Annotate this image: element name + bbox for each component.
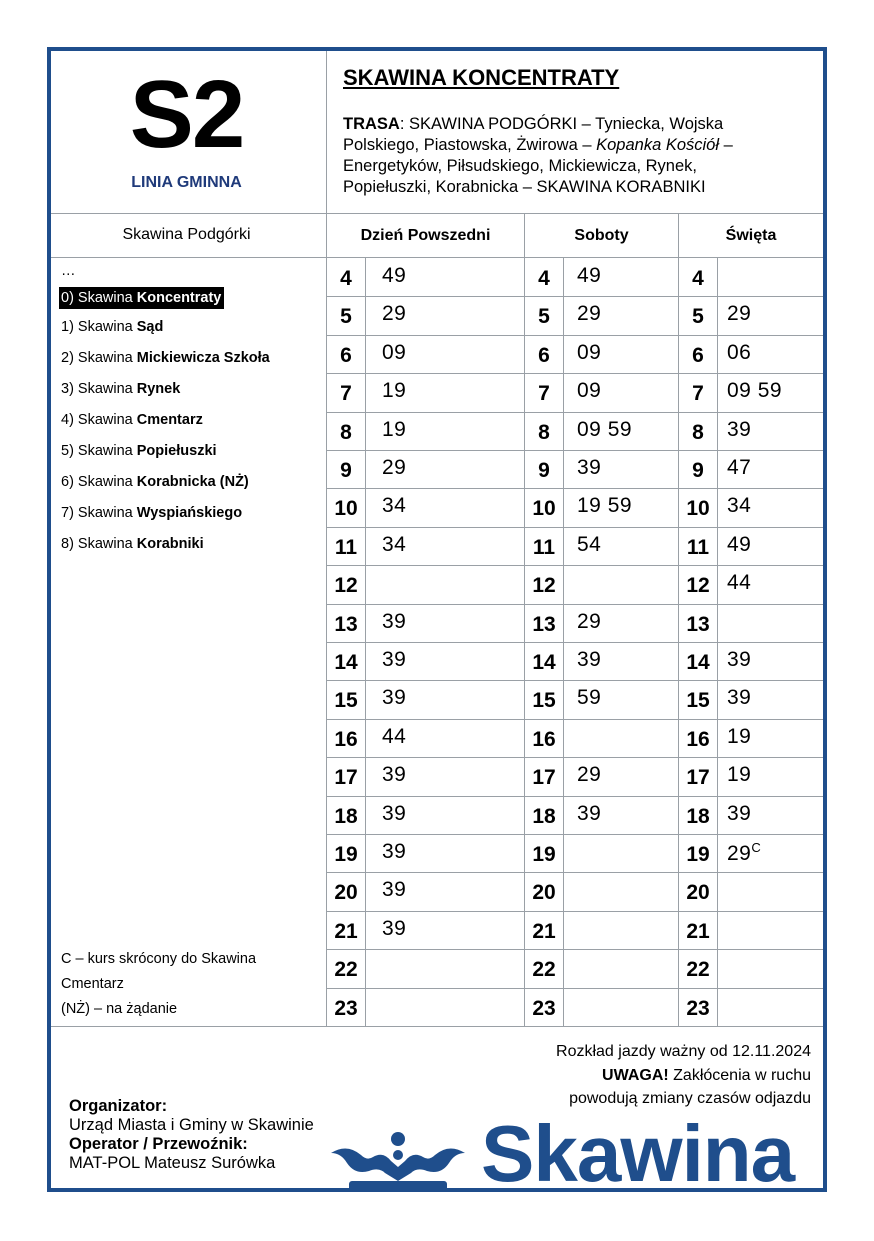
weekday-minutes — [382, 533, 406, 557]
minute-values: 44 — [382, 724, 407, 748]
saturday-hour: 18 — [532, 804, 556, 828]
stop-prefix: 1) Skawina — [61, 319, 137, 335]
line-type: LINIA GMINNA — [131, 174, 242, 191]
row-divider — [327, 988, 823, 989]
stop-name: Sąd — [136, 319, 164, 335]
row-divider — [327, 604, 823, 605]
minute-values: 09 59 — [577, 417, 633, 441]
row-divider — [327, 796, 823, 797]
minute-values: 09 — [382, 340, 407, 364]
weekday-minutes — [382, 264, 406, 288]
minute-values: 39 — [727, 417, 752, 441]
holiday-minutes — [727, 456, 751, 480]
weekday-minutes — [382, 878, 406, 902]
saturday-hour: 10 — [532, 497, 556, 521]
organizer-label: Organizator: — [69, 1097, 168, 1115]
holiday-minutes — [727, 725, 751, 749]
row-divider — [327, 642, 823, 643]
weekday-hour: 17 — [334, 766, 358, 790]
weekday-hour: 7 — [340, 382, 352, 406]
holiday-hour: 8 — [692, 420, 704, 444]
stop-name: Cmentarz — [136, 412, 203, 428]
saturday-hour: 23 — [532, 996, 556, 1020]
weekday-hour: 16 — [334, 727, 358, 751]
line-number: S2 — [129, 61, 244, 168]
weekday-hour: 5 — [340, 305, 352, 329]
holiday-minutes — [727, 763, 751, 787]
stop-item — [61, 442, 217, 460]
stop-list-ellipsis: … — [61, 263, 76, 279]
saturday-hour: 4 — [538, 267, 550, 290]
saturday-minutes — [577, 379, 601, 403]
saturday-hour: 9 — [538, 459, 550, 482]
stop-name: Korabniki — [136, 536, 204, 552]
weekday-hour: 19 — [334, 843, 358, 866]
minute-values: 39 — [382, 763, 407, 787]
weekday-hour: 18 — [334, 804, 358, 828]
saturday-minutes — [577, 802, 601, 826]
stop-name: Koncentraty — [136, 290, 222, 306]
holiday-minutes — [727, 494, 751, 518]
row-divider — [327, 834, 823, 835]
minute-values: 59 — [577, 686, 602, 710]
minute-values: 34 — [382, 494, 407, 518]
saturday-hour: 5 — [538, 305, 550, 329]
minute-values: 19 — [382, 417, 407, 441]
holiday-hour: 23 — [686, 996, 710, 1020]
minute-values: 29 — [577, 302, 602, 326]
minute-values: 44 — [727, 571, 752, 595]
saturday-hour: 16 — [532, 727, 556, 751]
saturday-minutes — [577, 610, 601, 634]
legend-c-note: C – kurs skrócony do Skawina Cmentarz — [61, 951, 257, 992]
saturday-hour: 22 — [532, 958, 556, 982]
holiday-minutes — [727, 379, 782, 403]
minute-values: 29 — [727, 302, 752, 326]
holiday-hour: 9 — [692, 459, 704, 482]
holiday-hour: 6 — [692, 343, 704, 367]
minute-values: 39 — [382, 648, 407, 671]
row-divider — [327, 335, 823, 336]
row-divider — [327, 680, 823, 681]
holiday-hour: 21 — [686, 919, 710, 943]
stop-name: Mickiewicza Szkoła — [136, 350, 270, 366]
minute-values: 29 — [727, 842, 752, 865]
holiday-minutes — [727, 840, 761, 866]
minute-values: 09 59 — [727, 379, 783, 403]
weekday-hour: 12 — [334, 574, 358, 598]
stop-item — [61, 411, 203, 429]
stop-prefix: 5) Skawina — [61, 443, 137, 459]
minute-values: 54 — [577, 532, 602, 556]
stop-item — [59, 287, 224, 309]
row-divider — [327, 872, 823, 873]
holiday-hour: 15 — [686, 689, 710, 713]
start-stop-header: Skawina Podgórki — [122, 226, 251, 243]
minute-values: 09 — [577, 340, 602, 364]
weekday-minutes — [382, 379, 406, 403]
saturday-minutes — [577, 763, 601, 787]
minute-values: 39 — [382, 609, 407, 633]
operator-label: Operator / Przewoźnik: — [69, 1135, 248, 1153]
holiday-hour: 11 — [686, 535, 710, 559]
minute-values: 39 — [727, 801, 752, 825]
holiday-hour: 16 — [686, 727, 710, 751]
holiday-hour: 13 — [686, 612, 710, 636]
saturday-hour: 19 — [532, 843, 556, 866]
route-text-1: : SKAWINA PODGÓRKI – Tyniecka, Wojska Polskiego, Piastowska, Żwirowa – — [343, 115, 724, 154]
stop-item — [61, 504, 242, 522]
stop-prefix: 4) Skawina — [61, 412, 137, 428]
minute-values: 39 — [577, 801, 602, 825]
minute-values: 39 — [577, 648, 602, 671]
saturday-header: Soboty — [574, 227, 629, 244]
minute-values: 29 — [382, 302, 407, 326]
saturday-hour: 21 — [532, 919, 556, 943]
legend — [61, 947, 311, 1022]
weekday-hour: 20 — [334, 881, 358, 905]
holiday-hour: 20 — [686, 881, 710, 905]
weekday-minutes — [382, 610, 406, 634]
stop-item — [61, 380, 180, 398]
saturday-hour: 13 — [532, 612, 556, 636]
holiday-hour: 22 — [686, 958, 710, 982]
holiday-hour: 4 — [692, 267, 704, 290]
saturday-hour: 15 — [532, 689, 556, 713]
minute-values: 34 — [382, 532, 407, 556]
holiday-hour: 19 — [686, 843, 710, 866]
holiday-minutes — [727, 686, 751, 710]
minute-values: 39 — [727, 686, 752, 710]
stop-item — [61, 473, 249, 491]
timetable-sheet — [47, 47, 827, 1192]
row-divider — [327, 527, 823, 528]
minute-values: 19 — [382, 379, 407, 403]
weekday-minutes — [382, 418, 406, 442]
holiday-minutes — [727, 571, 751, 595]
skawina-logo-text: Skawina — [481, 1109, 795, 1192]
weekday-hour: 21 — [334, 919, 358, 943]
holiday-minutes — [727, 341, 751, 365]
warning-text: Zakłócenia w ruchu — [668, 1066, 811, 1084]
minute-values: 39 — [727, 648, 752, 671]
row-divider — [327, 412, 823, 413]
saturday-hour: 7 — [538, 382, 550, 406]
holiday-hour: 18 — [686, 804, 710, 828]
organizer-name: Urząd Miasta i Gminy w Skawinie — [69, 1116, 314, 1134]
row-divider — [327, 719, 823, 720]
holiday-minutes — [727, 302, 751, 326]
saturday-minutes — [577, 456, 601, 480]
minute-values: 49 — [577, 264, 602, 287]
holiday-hour: 7 — [692, 382, 704, 406]
organizer-info — [69, 1097, 314, 1173]
saturday-minutes — [577, 341, 601, 365]
holiday-minutes — [727, 802, 751, 826]
stop-name: Korabnicka (NŻ) — [136, 474, 249, 490]
weekday-hour: 8 — [340, 420, 352, 444]
holiday-hour: 17 — [686, 766, 710, 790]
stop-prefix: 8) Skawina — [61, 536, 137, 552]
stop-prefix: 7) Skawina — [61, 505, 137, 521]
weekday-minutes — [382, 917, 406, 941]
minute-values: 29 — [577, 609, 602, 633]
weekday-minutes — [382, 494, 406, 518]
saturday-hour: 14 — [532, 651, 556, 674]
minute-values: 39 — [382, 801, 407, 825]
row-divider — [327, 565, 823, 566]
stop-prefix: 2) Skawina — [61, 350, 137, 366]
route-text-2: – Energetyków, Piłsudskiego, Mickiewicza, Rynek, Popiełuszki, Korabnicka – SKAWINA KORABNIKI — [343, 136, 733, 196]
row-divider — [327, 949, 823, 950]
minute-values: 34 — [727, 494, 752, 518]
weekday-hour: 14 — [334, 651, 358, 674]
weekday-minutes — [382, 763, 406, 787]
operator-name: MAT-POL Mateusz Surówka — [69, 1154, 276, 1172]
route-text-italic: Kopanka Kościół — [596, 136, 720, 154]
saturday-minutes — [577, 418, 632, 442]
saturday-minutes — [577, 494, 632, 518]
warning-label: UWAGA! — [602, 1066, 669, 1084]
saturday-hour: 20 — [532, 881, 556, 905]
weekday-minutes — [382, 648, 406, 672]
stop-prefix: 3) Skawina — [61, 381, 137, 397]
skawina-crown-icon — [327, 1131, 469, 1192]
holiday-hour: 5 — [692, 305, 704, 329]
weekday-minutes — [382, 686, 406, 710]
minute-values: 39 — [382, 916, 407, 940]
minute-values: 29 — [577, 763, 602, 787]
weekday-hour: 10 — [334, 497, 358, 521]
stop-name: Wyspiańskiego — [136, 505, 243, 521]
minute-values: 19 — [727, 724, 752, 748]
weekday-hour: 15 — [334, 689, 358, 713]
minute-values: 19 — [727, 763, 752, 787]
saturday-minutes — [577, 302, 601, 326]
weekday-minutes — [382, 456, 406, 480]
holiday-minutes — [727, 418, 751, 442]
row-divider — [327, 911, 823, 912]
weekday-minutes — [382, 302, 406, 326]
minute-values: 39 — [382, 686, 407, 710]
validity-notice — [556, 1040, 811, 1111]
saturday-hour: 17 — [532, 766, 556, 790]
stop-name: Popiełuszki — [136, 443, 217, 459]
minute-values: 19 59 — [577, 494, 633, 518]
weekday-minutes — [382, 725, 406, 749]
weekday-hour: 11 — [334, 535, 358, 559]
stop-prefix: 6) Skawina — [61, 474, 137, 490]
row-divider — [327, 757, 823, 758]
saturday-minutes — [577, 533, 601, 557]
route-label: TRASA — [343, 115, 400, 133]
stop-name: Rynek — [136, 381, 181, 397]
minute-values: 06 — [727, 340, 752, 364]
weekday-hour: 9 — [340, 459, 352, 482]
saturday-minutes — [577, 648, 601, 672]
holiday-header: Święta — [725, 227, 777, 244]
weekday-hour: 23 — [334, 996, 358, 1020]
minute-values: 49 — [382, 264, 407, 287]
weekday-minutes — [382, 840, 406, 864]
saturday-hour: 6 — [538, 343, 550, 367]
stop-item — [61, 535, 204, 553]
minute-values: 39 — [577, 456, 602, 479]
minute-values: 39 — [382, 840, 407, 863]
row-divider — [327, 450, 823, 451]
minute-values: 29 — [382, 456, 407, 479]
holiday-hour: 10 — [686, 497, 710, 521]
holiday-hour: 14 — [686, 651, 710, 674]
header-divider — [51, 213, 823, 214]
timetable-bottom-line — [51, 1026, 823, 1027]
saturday-hour: 12 — [532, 574, 556, 598]
stop-item — [61, 349, 270, 367]
minute-values: 47 — [727, 456, 752, 479]
stop-item — [61, 318, 163, 336]
holiday-hour: 12 — [686, 574, 710, 598]
validity-date: Rozkład jazdy ważny od 12.11.2024 — [556, 1043, 811, 1060]
weekday-hour: 13 — [334, 612, 358, 636]
row-divider — [327, 488, 823, 489]
holiday-minutes — [727, 648, 751, 672]
saturday-hour: 8 — [538, 420, 550, 444]
weekday-minutes — [382, 802, 406, 826]
weekday-hour: 4 — [340, 267, 352, 290]
row-divider — [327, 373, 823, 374]
row-divider — [327, 296, 823, 297]
saturday-hour: 11 — [532, 535, 556, 559]
direction-title: SKAWINA KONCENTRATY — [343, 65, 620, 90]
short-course-marker: C — [751, 840, 762, 855]
saturday-minutes — [577, 264, 601, 288]
weekday-hour: 22 — [334, 958, 358, 982]
weekday-minutes — [382, 341, 406, 365]
route-description — [343, 114, 783, 198]
legend-nz-note: (NŻ) – na żądanie — [61, 1001, 178, 1017]
warning-text-2: powodują zmiany czasów odjazdu — [569, 1090, 811, 1107]
stop-prefix: 0) Skawina — [61, 290, 137, 306]
weekday-header: Dzień Powszedni — [360, 227, 491, 244]
weekday-hour: 6 — [340, 343, 352, 367]
holiday-minutes — [727, 533, 751, 557]
minute-values: 49 — [727, 532, 752, 556]
minute-values: 09 — [577, 379, 602, 403]
minute-values: 39 — [382, 878, 407, 902]
saturday-minutes — [577, 686, 601, 710]
column-header-divider — [51, 257, 823, 258]
